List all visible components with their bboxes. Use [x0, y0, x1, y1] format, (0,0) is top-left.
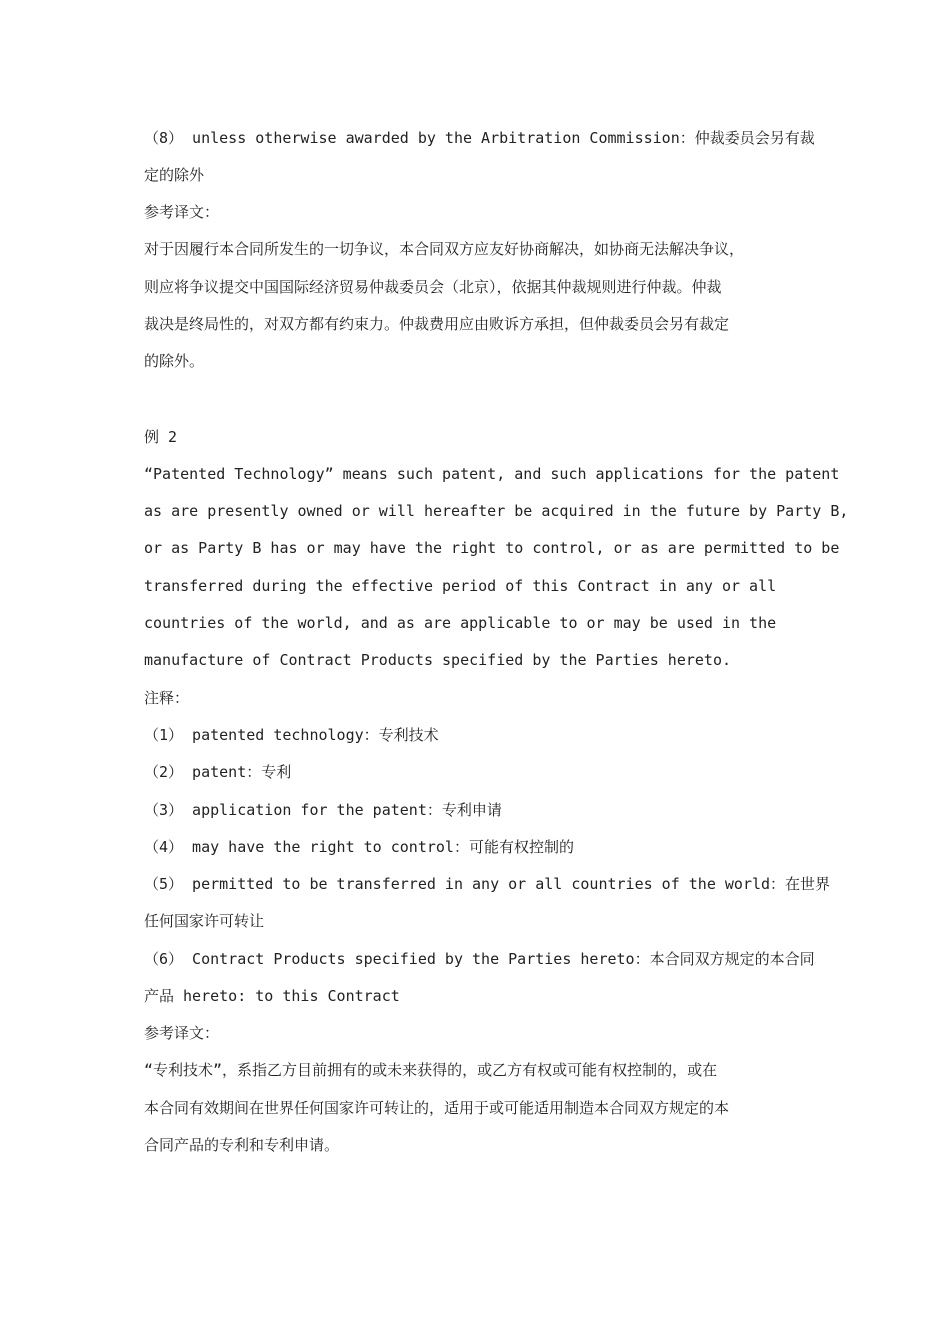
example-2-line-3: or as Party B has or may have the right to control, or as are permitted to be — [144, 539, 840, 557]
note-2: （2） patent：专利 — [144, 763, 292, 781]
note-8-line-1: （8） unless otherwise awarded by the Arbitration Commission：仲裁委员会另有裁 — [144, 129, 815, 147]
notes-heading: 注释： — [144, 689, 190, 707]
example-2-line-4: transferred during the effective period of this Contract in any or all — [144, 577, 777, 595]
note-8-line-2: 定的除外 — [144, 166, 205, 184]
note-4: （4） may have the right to control：可能有权控制的 — [144, 838, 574, 856]
note-1: （1） patented technology：专利技术 — [144, 726, 439, 744]
example-2-line-1: “Patented Technology” means such patent, and such applications for the patent — [144, 465, 840, 483]
note-5-line-2: 任何国家许可转让 — [144, 912, 265, 930]
translation-1-line-1: 对于因履行本合同所发生的一切争议，本合同双方应友好协商解决，如协商无法解决争议， — [144, 240, 745, 258]
note-3: （3） application for the patent：专利申请 — [144, 801, 502, 819]
note-6-line-2: 产品 hereto: to this Contract — [144, 987, 400, 1005]
translation-2-line-1: “专利技术”，系指乙方目前拥有的或未来获得的，或乙方有权或可能有权控制的，或在 — [144, 1061, 718, 1079]
reference-translation-heading-1: 参考译文： — [144, 203, 220, 221]
note-6-line-1: （6） Contract Products specified by the Parties hereto：本合同双方规定的本合同 — [144, 950, 815, 968]
example-2-line-5: countries of the world, and as are applicable to or may be used in the — [144, 614, 777, 632]
translation-2-line-2: 本合同有效期间在世界任何国家许可转让的，适用于或可能适用制造本合同双方规定的本 — [144, 1099, 730, 1117]
note-5-line-1: （5） permitted to be transferred in any or all countries of the world：在世界 — [144, 875, 831, 893]
example-2-line-2: as are presently owned or will hereafter be acquired in the future by Party B, — [144, 502, 849, 520]
translation-1-line-4: 的除外。 — [144, 352, 205, 370]
translation-2-line-3: 合同产品的专利和专利申请。 — [144, 1136, 340, 1154]
reference-translation-heading-2: 参考译文： — [144, 1024, 220, 1042]
translation-1-line-2: 则应将争议提交中国国际经济贸易仲裁委员会（北京），依据其仲裁规则进行仲裁。仲裁 — [144, 278, 722, 296]
example-2-heading: 例 2 — [144, 428, 178, 446]
example-2-line-6: manufacture of Contract Products specified by the Parties hereto. — [144, 651, 731, 669]
translation-1-line-3: 裁决是终局性的，对双方都有约束力。仲裁费用应由败诉方承担，但仲裁委员会另有裁定 — [144, 315, 730, 333]
